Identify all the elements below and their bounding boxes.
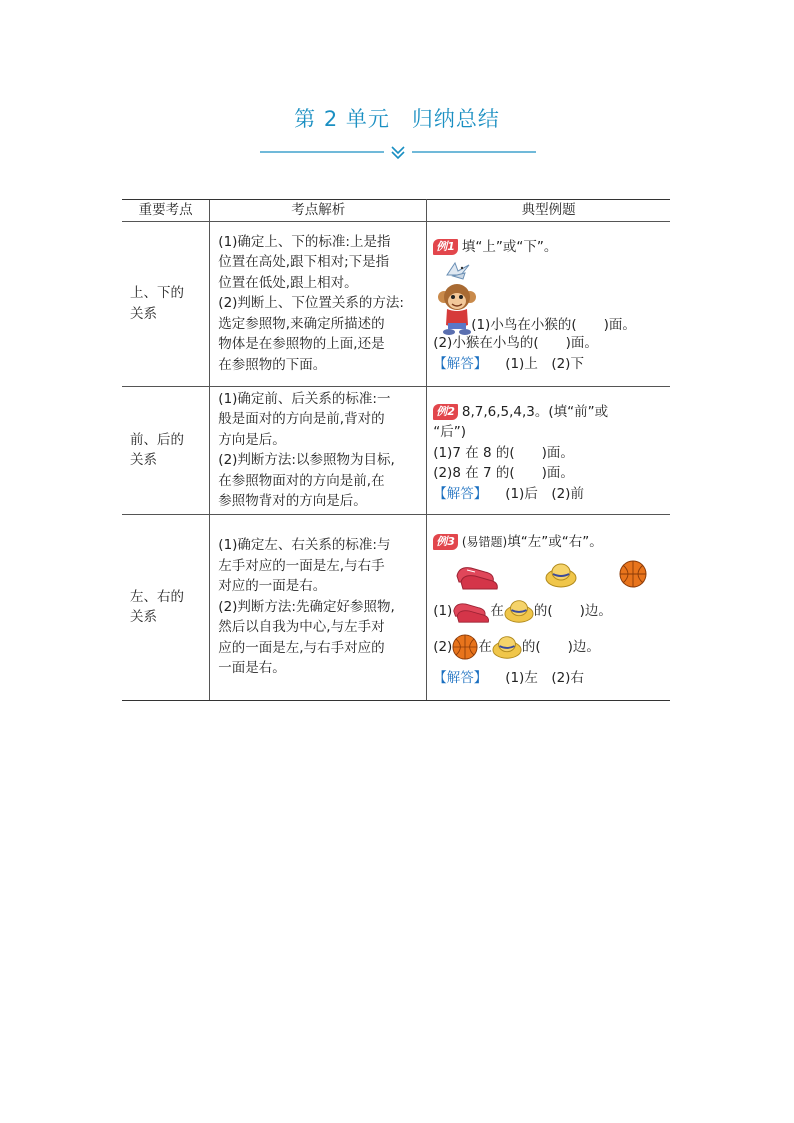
basketball-icon bbox=[452, 634, 478, 660]
table-row bbox=[122, 386, 670, 514]
example-badge: 例2 bbox=[433, 404, 458, 420]
shoes-icon bbox=[452, 596, 490, 626]
question-1: (1)小鸟在小猴的( )面。 bbox=[471, 317, 636, 334]
topic-cell: 上、下的 关系 bbox=[122, 221, 210, 386]
answer-values: (1)后 (2)前 bbox=[505, 485, 584, 502]
answer-values: (1)上 (2)下 bbox=[505, 355, 584, 372]
topic-cell: 前、后的 关系 bbox=[122, 386, 210, 514]
analysis-cell: (1)确定上、下的标准:上是指 位置在高处,跟下相对;下是指 位置在低处,跟上相对。 (2)判断上、下位置关系的方法: 选定参照物,来确定所描述的 物体是在参照物的上面,还是 在参照物的下面。 bbox=[210, 221, 427, 386]
question-1-prefix: (1) bbox=[433, 603, 453, 619]
question-2-mid: 在 bbox=[478, 639, 492, 655]
bird-icon bbox=[441, 259, 475, 283]
analysis-cell: (1)确定前、后关系的标准:一 般是面对的方向是前,背对的 方向是后。 (2)判断方法:以参照物为目标, 在参照物面对的方向是前,在 参照物背对的方向是后。 bbox=[210, 386, 427, 514]
example-tag: (易错题) bbox=[461, 534, 508, 549]
answer-tag: 【解答】 bbox=[433, 670, 488, 686]
question-1: (1)7 在 8 的( )面。 bbox=[433, 444, 574, 461]
topic-label: 归纳总结 bbox=[411, 107, 500, 131]
header-examples: 典型例题 bbox=[427, 200, 670, 222]
example-prompt: 8,7,6,5,4,3。(填“前”或 “后”) bbox=[433, 403, 609, 441]
answer-tag: 【解答】 bbox=[433, 355, 488, 372]
example-cell bbox=[427, 514, 670, 700]
table-row bbox=[122, 221, 670, 386]
question-2-prefix: (2) bbox=[433, 639, 453, 655]
page-title bbox=[0, 103, 794, 133]
header-analysis: 考点解析 bbox=[210, 200, 427, 222]
analysis-cell: (1)确定左、右关系的标准:与 左手对应的一面是左,与右手 对应的一面是右。 (2)判断方法:先确定好参照物, 然后以自我为中心,与左手对 应的一面是左,与右手对应的 一面是右。 bbox=[210, 514, 427, 700]
hat-icon bbox=[492, 632, 522, 662]
example-badge: 例1 bbox=[433, 239, 458, 255]
hat-icon bbox=[545, 560, 577, 590]
unit-label: 第 2 单元 bbox=[294, 107, 390, 131]
example-prompt: 填“左”或“右”。 bbox=[507, 533, 603, 550]
header-key-points: 重要考点 bbox=[122, 200, 210, 222]
shoes-icon bbox=[455, 562, 499, 590]
hat-icon bbox=[504, 596, 534, 626]
question-2: (2)8 在 7 的( )面。 bbox=[433, 465, 574, 482]
double-chevron-icon bbox=[392, 147, 404, 158]
table-header-row bbox=[122, 200, 670, 222]
example-cell bbox=[427, 221, 670, 386]
example-cell bbox=[427, 386, 670, 514]
example-prompt: 填“上”或“下”。 bbox=[461, 238, 558, 255]
answer-tag: 【解答】 bbox=[433, 485, 488, 502]
question-1-mid: 在 bbox=[490, 603, 504, 619]
question-2-suffix: 的( )边。 bbox=[521, 639, 600, 655]
table-row bbox=[122, 514, 670, 700]
topic-cell: 左、右的 关系 bbox=[122, 514, 210, 700]
answer-values: (1)左 (2)右 bbox=[505, 670, 584, 686]
summary-table bbox=[122, 199, 670, 701]
basketball-icon bbox=[619, 560, 647, 588]
question-2: (2)小猴在小鸟的( )面。 bbox=[433, 335, 598, 352]
title-divider bbox=[260, 140, 536, 160]
example-badge: 例3 bbox=[433, 534, 458, 550]
question-1-suffix: 的( )边。 bbox=[533, 603, 612, 619]
